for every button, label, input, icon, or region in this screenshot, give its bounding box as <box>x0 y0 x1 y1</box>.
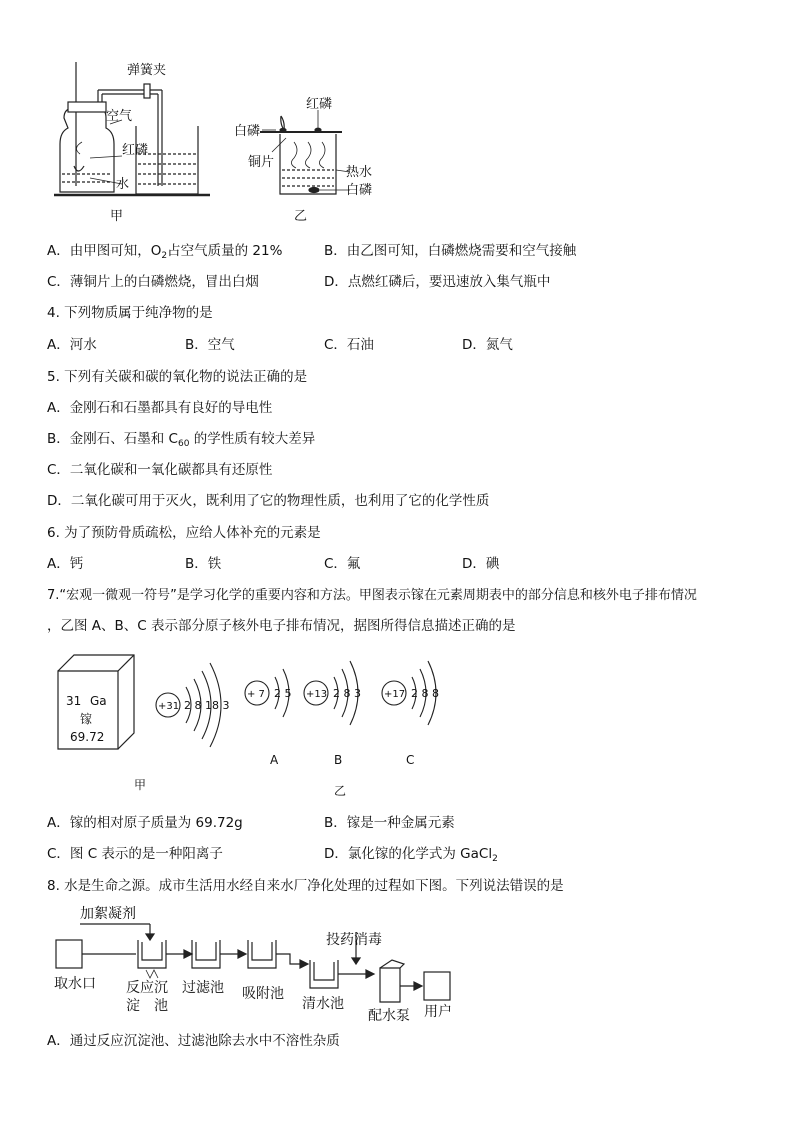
ga-number: 31 <box>66 694 82 708</box>
combustion-apparatus-figure <box>50 58 380 230</box>
clip-label: 弹簧夹 <box>127 63 167 78</box>
b-nucleus: +13 <box>306 689 328 700</box>
disinfect-label: 投药消毒 <box>326 932 382 948</box>
copper-label: 铜片 <box>248 155 275 170</box>
q4-option-c: C．石油 <box>324 337 374 353</box>
caption-yi-2: 乙 <box>334 784 347 798</box>
a-nucleus: + 7 <box>247 689 265 700</box>
q3-option-d: D．点燃红磷后，要迅速放入集气瓶中 <box>324 274 551 290</box>
q6-option-d: D．碘 <box>462 556 500 572</box>
filter-label: 过滤池 <box>182 980 224 996</box>
q4-stem: 4. 下列物质属于纯净物的是 <box>47 305 213 321</box>
q5-option-a: A．金刚石和石墨都具有良好的导电性 <box>47 400 273 416</box>
b-electrons: 2 8 3 <box>333 687 361 700</box>
q5-stem: 5. 下列有关碳和碳的氧化物的说法正确的是 <box>47 369 308 385</box>
q7-option-a: A．镓的相对原子质量为 69.72g <box>47 815 243 831</box>
label-a: A <box>270 753 279 767</box>
settle-label-2: 淀 池 <box>126 998 168 1014</box>
c-electrons: 2 8 8 <box>411 687 439 700</box>
settle-label-1: 反应沉 <box>126 980 168 996</box>
q3-option-c: C．薄铜片上的白磷燃烧，冒出白烟 <box>47 274 259 290</box>
q4-option-b: B．空气 <box>185 337 235 353</box>
q3-option-b: B．由乙图可知，白磷燃烧需要和空气接触 <box>324 243 577 259</box>
white-p-bottom-label: 白磷 <box>346 183 373 198</box>
q7-option-b: B．镓是一种金属元素 <box>324 815 455 831</box>
caption-jia-1: 甲 <box>110 209 124 224</box>
user-label: 用户 <box>424 1004 452 1020</box>
q8-option-a: A．通过反应沉淀池、过滤池除去水中不溶性杂质 <box>47 1033 340 1049</box>
caption-yi-1: 乙 <box>294 209 308 224</box>
q4-option-d: D．氮气 <box>462 337 513 353</box>
hot-water-label: 热水 <box>346 165 373 180</box>
white-p-left-label: 白磷 <box>234 124 261 139</box>
ga-mass: 69.72 <box>70 730 105 744</box>
q4-option-a: A．河水 <box>47 337 97 353</box>
q7-stem-line2: ，乙图 A、B、C 表示部分原子核外电子排布情况，据图所得信息描述正确的是 <box>47 618 516 634</box>
q5-option-b: B．金刚石、石墨和 $C_{60}$ 的学性质有较大差异 <box>47 431 316 449</box>
q6-option-b: B．铁 <box>185 556 222 572</box>
ga-electrons: 2 8 18 3 <box>184 699 230 712</box>
ga-symbol: Ga <box>90 694 107 708</box>
clear-label: 清水池 <box>302 996 344 1012</box>
pump-label: 配水泵 <box>368 1008 410 1024</box>
a-electrons: 2 5 <box>274 687 292 700</box>
coagulant-label: 加絮凝剂 <box>80 906 136 922</box>
q5-option-d: D．二氧化碳可用于灭火，既利用了它的物理性质，也利用了它的化学性质 <box>47 493 490 509</box>
q6-option-c: C．氟 <box>324 556 361 572</box>
air-label: 空气 <box>106 109 133 124</box>
caption-jia-2: 甲 <box>134 778 147 792</box>
atom-structure-figure <box>50 645 470 803</box>
ga-name: 镓 <box>80 712 93 726</box>
water-treatment-flow-figure <box>50 902 470 1026</box>
red-p-label: 红磷 <box>122 143 149 158</box>
water-label: 水 <box>116 177 130 192</box>
label-b: B <box>334 753 343 767</box>
q6-stem: 6. 为了预防骨质疏松，应给人体补充的元素是 <box>47 525 321 541</box>
red-p-top-label: 红磷 <box>306 97 333 112</box>
adsorb-label: 吸附池 <box>242 986 284 1002</box>
q6-option-a: A．钙 <box>47 556 84 572</box>
q7-option-d: D．氯化镓的化学式为 GaCl$_2$ <box>324 846 498 864</box>
q5-option-c: C．二氧化碳和一氧化碳都具有还原性 <box>47 462 273 478</box>
q7-option-c: C．图 C 表示的是一种阳离子 <box>47 846 223 862</box>
c-nucleus: +17 <box>384 689 406 700</box>
label-c: C <box>406 753 415 767</box>
q7-stem-line1: 7.“宏观一微观一符号”是学习化学的重要内容和方法。甲图表示镓在元素周期表中的部分信息和核外电子排布情况 <box>47 588 697 603</box>
intake-label: 取水口 <box>54 976 96 992</box>
q8-stem: 8. 水是生命之源。成市生活用水经自来水厂净化处理的过程如下图。下列说法错误的是 <box>47 878 564 894</box>
q3-option-a: A．由甲图可知，$O_2$占空气质量的 21% <box>47 243 283 261</box>
ga-nucleus: +31 <box>158 701 180 712</box>
